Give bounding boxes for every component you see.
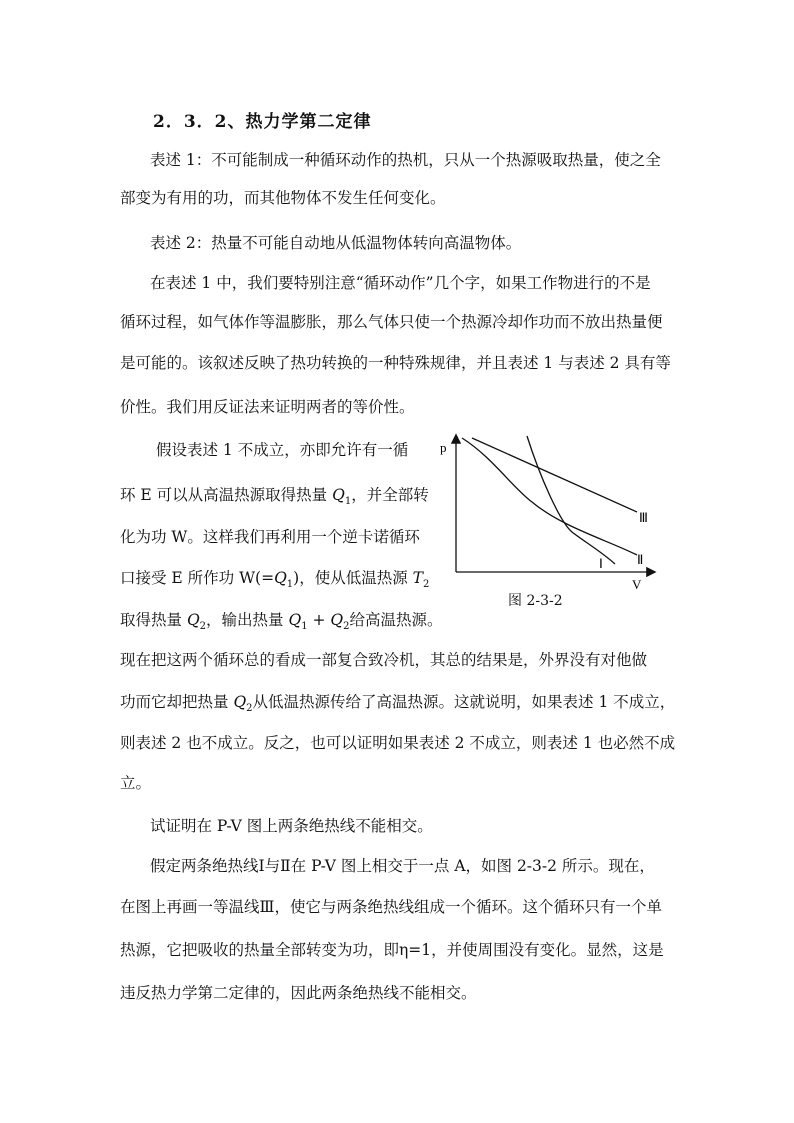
para2-line-8: 则表述 2 也不成立。反之，也可以证明如果表述 2 不成立，则表述 1 也必然不成 bbox=[120, 734, 676, 752]
para2-line-6: 现在把这两个循环总的看成一部复合致冷机，其总的结果是，外界没有对他做 bbox=[120, 651, 648, 669]
statement-2: 表述 2：热量不可能自动地从低温物体转向高温物体。 bbox=[150, 234, 522, 252]
exercise-statement: 试证明在 P-V 图上两条绝热线不能相交。 bbox=[150, 817, 433, 835]
adiabat-curve-1 bbox=[527, 436, 615, 564]
para2-line-4: 口接受 E 所作功 $W(=Q_1)$，使从低温热源 $T_2$ bbox=[120, 569, 430, 591]
axis-label-p: p bbox=[440, 440, 447, 455]
para1-line-1: 在表述 1 中，我们要特别注意“循环动作”几个字，如果工作物进行的不是 bbox=[150, 274, 651, 292]
axis-label-v: V bbox=[632, 577, 642, 592]
para2-line-3: 化为功 W。这样我们再利用一个逆卡诺循环 bbox=[120, 528, 420, 546]
section-heading: 2．3．2、热力学第二定律 bbox=[153, 112, 372, 132]
para2-line-1: 假设表述 1 不成立，亦即允许有一循 bbox=[156, 441, 409, 459]
adiabat-curve-2 bbox=[462, 438, 637, 555]
curve-label-3: Ⅲ bbox=[639, 510, 648, 525]
curve-label-1: Ⅰ bbox=[599, 556, 603, 571]
pv-diagram bbox=[432, 432, 662, 592]
isotherm-curve-3 bbox=[472, 438, 637, 512]
para1-line-2: 循环过程，如气体作等温膨胀，那么气体只使一个热源冷却作功而不放出热量便 bbox=[120, 313, 663, 331]
statement-1-line-1: 表述 1：不可能制成一种循环动作的热机，只从一个热源吸取热量，使之全 bbox=[150, 151, 661, 169]
para1-line-4: 价性。我们用反证法来证明两者的等价性。 bbox=[120, 398, 415, 416]
para2-line-5: 取得热量 $Q_2$，输出热量 $Q_1 + Q_2$给高温热源。 bbox=[120, 611, 443, 633]
para3-line-4: 违反热力学第二定律的，因此两条绝热线不能相交。 bbox=[120, 984, 477, 1002]
para3-line-2: 在图上再画一等温线Ⅲ，使它与两条绝热线组成一个循环。这个循环只有一个单 bbox=[120, 898, 662, 916]
statement-1-line-2: 部变为有用的功，而其他物体不发生任何变化。 bbox=[120, 189, 446, 207]
curve-label-2: Ⅱ bbox=[637, 552, 644, 567]
para3-line-1: 假定两条绝热线Ⅰ与Ⅱ在 P-V 图上相交于一点 A，如图 2-3-2 所示。现在， bbox=[150, 857, 655, 875]
para2-line-2: 环 E 可以从高温热源取得热量 $Q_1$，并全部转 bbox=[120, 486, 429, 508]
para1-line-3: 是可能的。该叙述反映了热功转换的一种特殊规律，并且表述 1 与表述 2 具有等 bbox=[120, 354, 671, 372]
para2-line-9: 立。 bbox=[120, 774, 152, 792]
para2-line-7: 功而它却把热量 $Q_2$从低温热源传给了高温热源。这就说明，如果表述 1 不成立， bbox=[120, 693, 676, 715]
para3-line-3: 热源，它把吸收的热量全部转变为功，即η=1，并使周围没有变化。显然，这是 bbox=[120, 941, 664, 959]
figure-caption: 图 2-3-2 bbox=[508, 593, 563, 609]
